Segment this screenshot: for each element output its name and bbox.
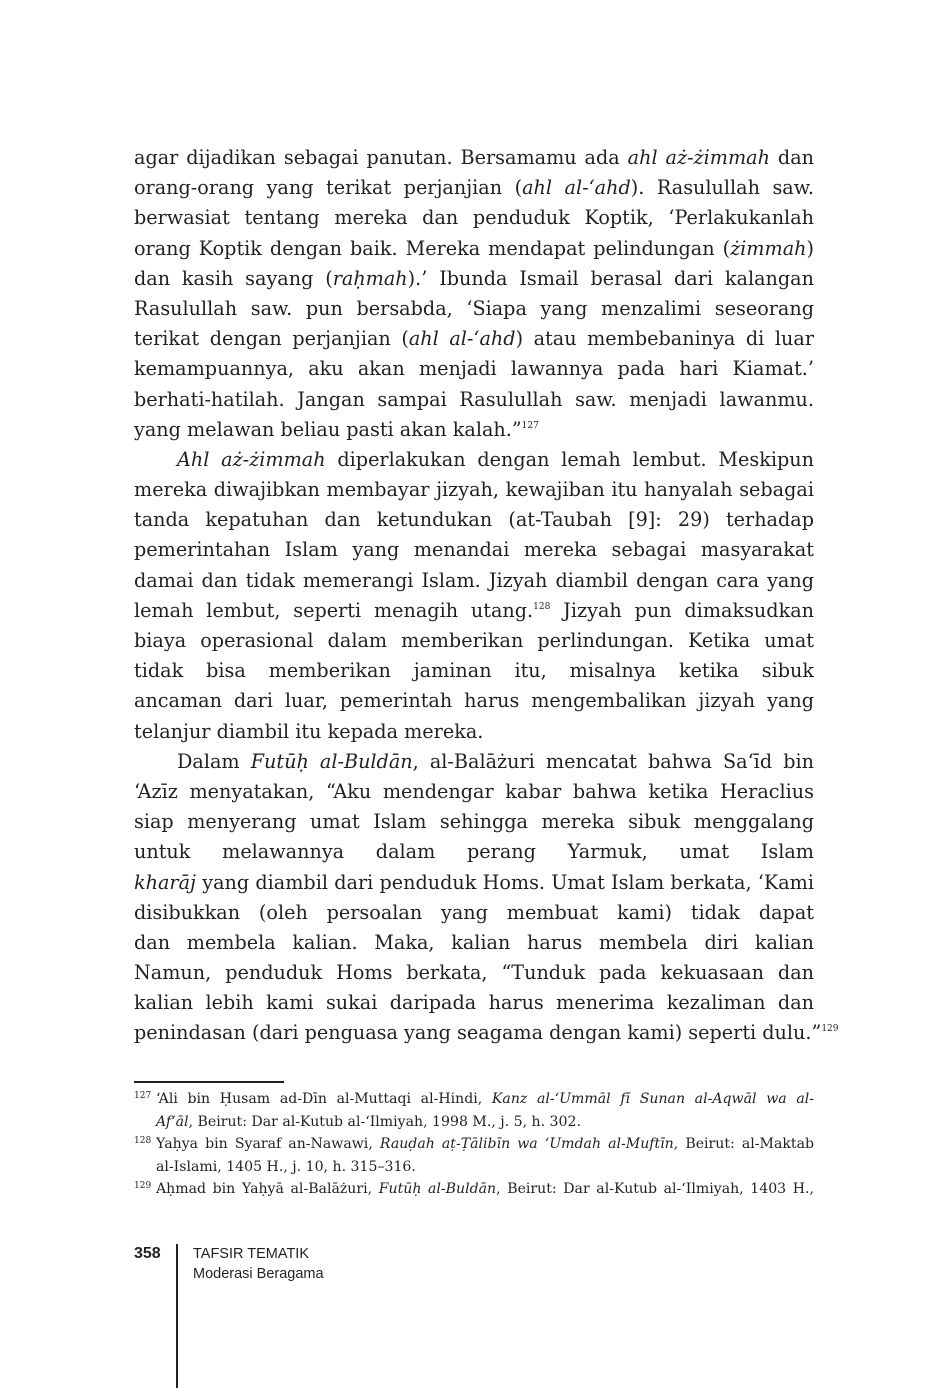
text-line: berwasiat tentang mereka dan penduduk Koptik, ‘Perlakukanlah — [134, 206, 814, 230]
text-line: telanjur diambil itu kepada mereka. — [134, 719, 484, 743]
book-title: TAFSIR TEMATIK — [193, 1246, 310, 1262]
text-line: agar dijadikan sebagai panutan. Bersamamu ada ahl aż-żimmah dan — [134, 146, 814, 169]
text-line: ancaman dari luar, pemerintah harus mengembalikan jizyah yang — [134, 689, 814, 713]
text-line: lemah lembut, seperti menagih utang.$^{128}$ Jizyah pun dimaksudkan — [134, 598, 814, 622]
text-line: berhati-hatilah. Jangan sampai Rasulullah saw. menjadi lawanmu. — [134, 387, 814, 411]
footnote-ref: 128 — [533, 601, 551, 612]
footnote-127 — [134, 1088, 814, 1133]
text-line: terikat dengan perjanjian (ahl al-‘ahd) atau membebaninya di luar — [134, 327, 814, 351]
text-line: orang Koptik dengan baik. Mereka mendapat pelindungan (żimmah) — [134, 236, 814, 260]
footer-vertical-rule — [176, 1244, 178, 1388]
text-line: dan membela kalian. Maka, kalian harus membela diri kalian — [134, 930, 814, 954]
footnote-129 — [134, 1178, 814, 1201]
text-line: tidak bisa memberikan jaminan itu, misalnya ketika sibuk — [134, 659, 814, 683]
footnote-number: 129 — [134, 1181, 152, 1191]
footnote-line: Yaḥya bin Syaraf an-Nawawi, Rauḍah aṭ-Ṭālibīn wa ‘Umdah al-Muftīn, Beirut: al-Maktab — [156, 1136, 814, 1152]
footnote-number: 127 — [134, 1091, 152, 1101]
text-line: biaya operasional dalam memberikan perlindungan. Ketika umat — [134, 629, 814, 652]
footnote-line: Aḥmad bin Yaḥyā al-Balāżuri, Futūḥ al-Buldān, Beirut: Dar al-Kutub al-‘Ilmiyah, 1403 H., — [156, 1181, 814, 1197]
text-line: mereka diwajibkan membayar jizyah, kewajiban itu hanyalah sebagai — [134, 478, 814, 502]
running-footer — [193, 1244, 324, 1284]
text-line: kharāj yang diambil dari penduduk Homs. Umat Islam berkata, ‘Kami — [134, 870, 814, 894]
footnote-line: ‘Ali bin Ḥusam ad-Dīn al-Muttaqi al-Hindi, Kanz al-‘Ummāl fī Sunan al-Aqwāl wa al- — [156, 1091, 814, 1107]
main-text — [134, 143, 839, 1049]
text-line: damai dan tidak memerangi Islam. Jizyah diambil dengan cara yang — [134, 568, 814, 592]
text-line: Dalam Futūḥ al-Buldān, al-Balāżuri mencatat bahwa Sa‘īd bin — [177, 749, 814, 773]
footnote-ref: 129 — [821, 1024, 839, 1035]
text-line: disibukkan (oleh persoalan yang membuat kami) tidak dapat — [134, 900, 814, 924]
text-line: ‘Azīz menyatakan, “Aku mendengar kabar bahwa ketika Heraclius — [134, 779, 814, 803]
footnote-line: al-Islami, 1405 H., j. 10, h. 315–316. — [156, 1158, 416, 1175]
footnote-number: 128 — [134, 1136, 152, 1146]
text-line: tanda kepatuhan dan ketundukan (at-Taubah [9]: 29) terhadap — [134, 508, 814, 532]
paragraph-2 — [134, 445, 814, 747]
footnote-128 — [134, 1133, 814, 1178]
text-line: pemerintahan Islam yang menandai mereka sebagai masyarakat — [134, 538, 814, 562]
text-line: siap menyerang umat Islam sehingga mereka sibuk menggalang — [134, 810, 814, 834]
footnote-divider — [134, 1081, 284, 1083]
text-line: dan kasih sayang (raḥmah).’ Ibunda Ismail berasal dari kalangan — [134, 266, 814, 290]
text-line: yang melawan beliau pasti akan kalah.”$^{127}$ — [134, 417, 539, 441]
text-line: kalian lebih kami sukai daripada harus menerima kezaliman dan — [134, 991, 814, 1015]
paragraph-3 — [134, 747, 839, 1049]
book-subtitle: Moderasi Beragama — [193, 1266, 324, 1282]
text-line: untuk melawannya dalam perang Yarmuk, umat Islam — [134, 840, 814, 864]
footnote-line: Af‘āl, Beirut: Dar al-Kutub al-‘Ilmiyah, 1998 M., j. 5, h. 302. — [156, 1113, 581, 1130]
text-line: penindasan (dari penguasa yang seagama dengan kami) seperti dulu.”$^{129}$ — [134, 1021, 839, 1045]
text-line: orang-orang yang terikat perjanjian (ahl al-‘ahd). Rasulullah saw. — [134, 176, 814, 200]
footnote-ref: 127 — [521, 420, 539, 431]
text-line: Ahl aż-żimmah diperlakukan dengan lemah lembut. Meskipun — [177, 447, 814, 471]
page-number: 358 — [134, 1245, 161, 1262]
footnotes — [134, 1088, 814, 1201]
paragraph-1 — [134, 143, 814, 445]
text-line: Rasulullah saw. pun bersabda, ‘Siapa yang menzalimi seseorang — [134, 296, 814, 320]
text-line: Namun, penduduk Homs berkata, “Tunduk pada kekuasaan dan — [134, 961, 814, 985]
text-line: kemampuannya, aku akan menjadi lawannya pada hari Kiamat.’ — [134, 357, 814, 381]
